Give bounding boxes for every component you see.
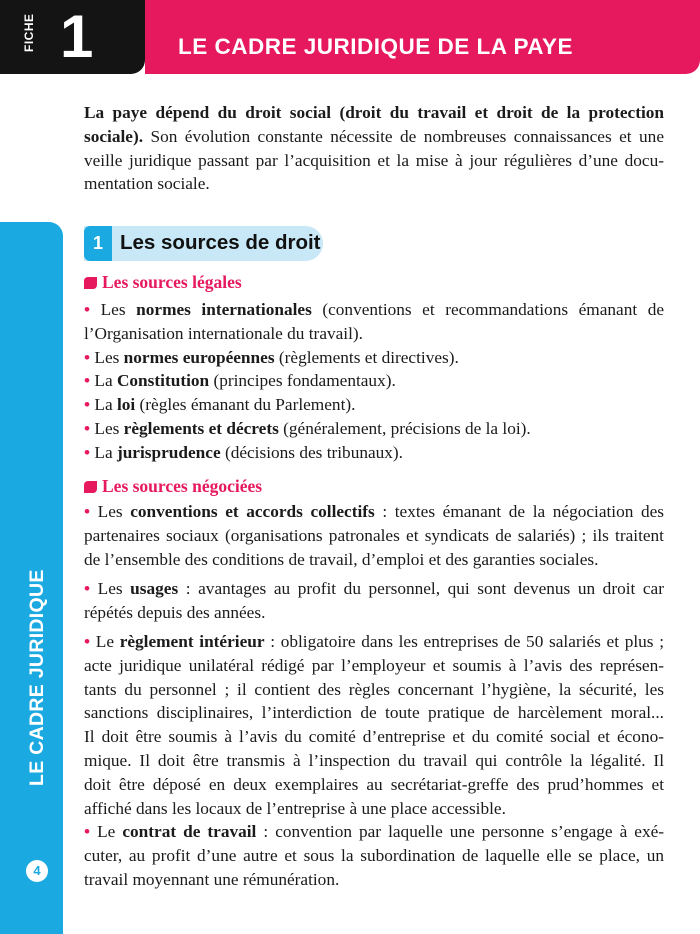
- list-item: • Les normes européennes (règlements et directives).: [84, 347, 459, 367]
- square-bullet-icon: [84, 481, 97, 493]
- list-item: • La loi (règles émanant du Parlement).: [84, 395, 356, 415]
- intro-line-1: La paye dépend du droit social (droit du travail et droit de la protection: [84, 103, 664, 122]
- subheading-legal-sources-label: Les sources légales: [102, 272, 242, 292]
- intro-line-2: Son évolution constante nécessite de nombreuses connaissances et une: [143, 126, 664, 146]
- fiche-label: FICHE: [22, 13, 36, 52]
- intro-line-4: mentation sociale.: [84, 174, 210, 194]
- bullet-icon: •: [84, 502, 91, 521]
- bullet-icon: •: [84, 395, 91, 415]
- bullet-icon: •: [84, 822, 91, 841]
- intro-line-2-bold: sociale).: [84, 126, 144, 146]
- item-usages: • Les usages : avantages au profit du personnel, qui sont devenus un droit car répétés depuis des années.: [84, 579, 664, 622]
- section-number: 1: [92, 233, 103, 253]
- square-bullet-icon: [84, 277, 97, 289]
- list-item: • Les normes internationales (conventions et recommandations émanant de: [84, 300, 665, 319]
- subheading-legal-sources: [84, 272, 242, 294]
- list-item: • La Constitution (principes fondamentaux).: [84, 371, 396, 391]
- list-item: • Les règlements et décrets (généralement, précisions de la loi).: [84, 418, 531, 438]
- bullet-icon: •: [84, 347, 91, 367]
- page-number: 4: [26, 860, 48, 882]
- legal-sources-list: [84, 298, 664, 465]
- section-title: Les sources de droit: [120, 231, 321, 254]
- bullet-icon: •: [84, 442, 91, 462]
- page-title: LE CADRE JURIDIQUE DE LA PAYE: [178, 34, 573, 59]
- subheading-negotiated-sources: [84, 476, 262, 498]
- bullet-icon: •: [84, 371, 91, 391]
- fiche-number: 1: [60, 3, 94, 70]
- bullet-icon: •: [84, 579, 91, 598]
- item-contrat-de-travail: • Le contrat de travail : convention par laquelle une personne s’engage à exé- cuter, au profit d’une autre et sous la subordination de laquelle elle se place, un travail moyennant une rémunération.: [84, 822, 665, 889]
- list-item-continuation: l’Organisation internationale du travail).: [84, 323, 363, 343]
- bullet-icon: •: [84, 300, 91, 319]
- item-reglement-interieur: • Le règlement intérieur : obligatoire dans les entreprises de 50 salariés et plus ; acte juridique unilatéral rédigé par l’employeur et soumis à l’avis des représen- tants du personnel ; il contient des règles concernant l’hygiène, la sécurité, les sanctions disciplinaires, l’interdiction de toute pratique de harcèlement moral... Il doit être soumis à l’avis du comité d’entreprise et du comité social et écono- mique. Il doit être transmis à l’inspection du travail qui contrôle la légalité. Il doit être déposé en deux exemplaires au secrétariat-greffe des prud’hommes et affiché dans les locaux de l’entreprise à une place accessible.: [84, 632, 665, 818]
- bullet-icon: •: [84, 418, 91, 438]
- subheading-negotiated-sources-label: Les sources négociées: [102, 476, 263, 496]
- list-item: • La jurisprudence (décisions des tribunaux).: [84, 442, 403, 462]
- intro-paragraph: [84, 101, 664, 196]
- intro-line-3: veille juridique passant par l’acquisition et la mise à jour régulières d’une docu-: [84, 150, 664, 170]
- bullet-icon: •: [84, 632, 91, 651]
- side-band-label: LE CADRE JURIDIQUE: [26, 569, 48, 786]
- item-conventions: • Les conventions et accords collectifs : textes émanant de la négociation des partenaires sociaux (organisations patronales et syndicats de salariés) ; ils traitent de l’ensemble des conditions de travail, d’emploi et des garanties sociales.: [84, 502, 665, 569]
